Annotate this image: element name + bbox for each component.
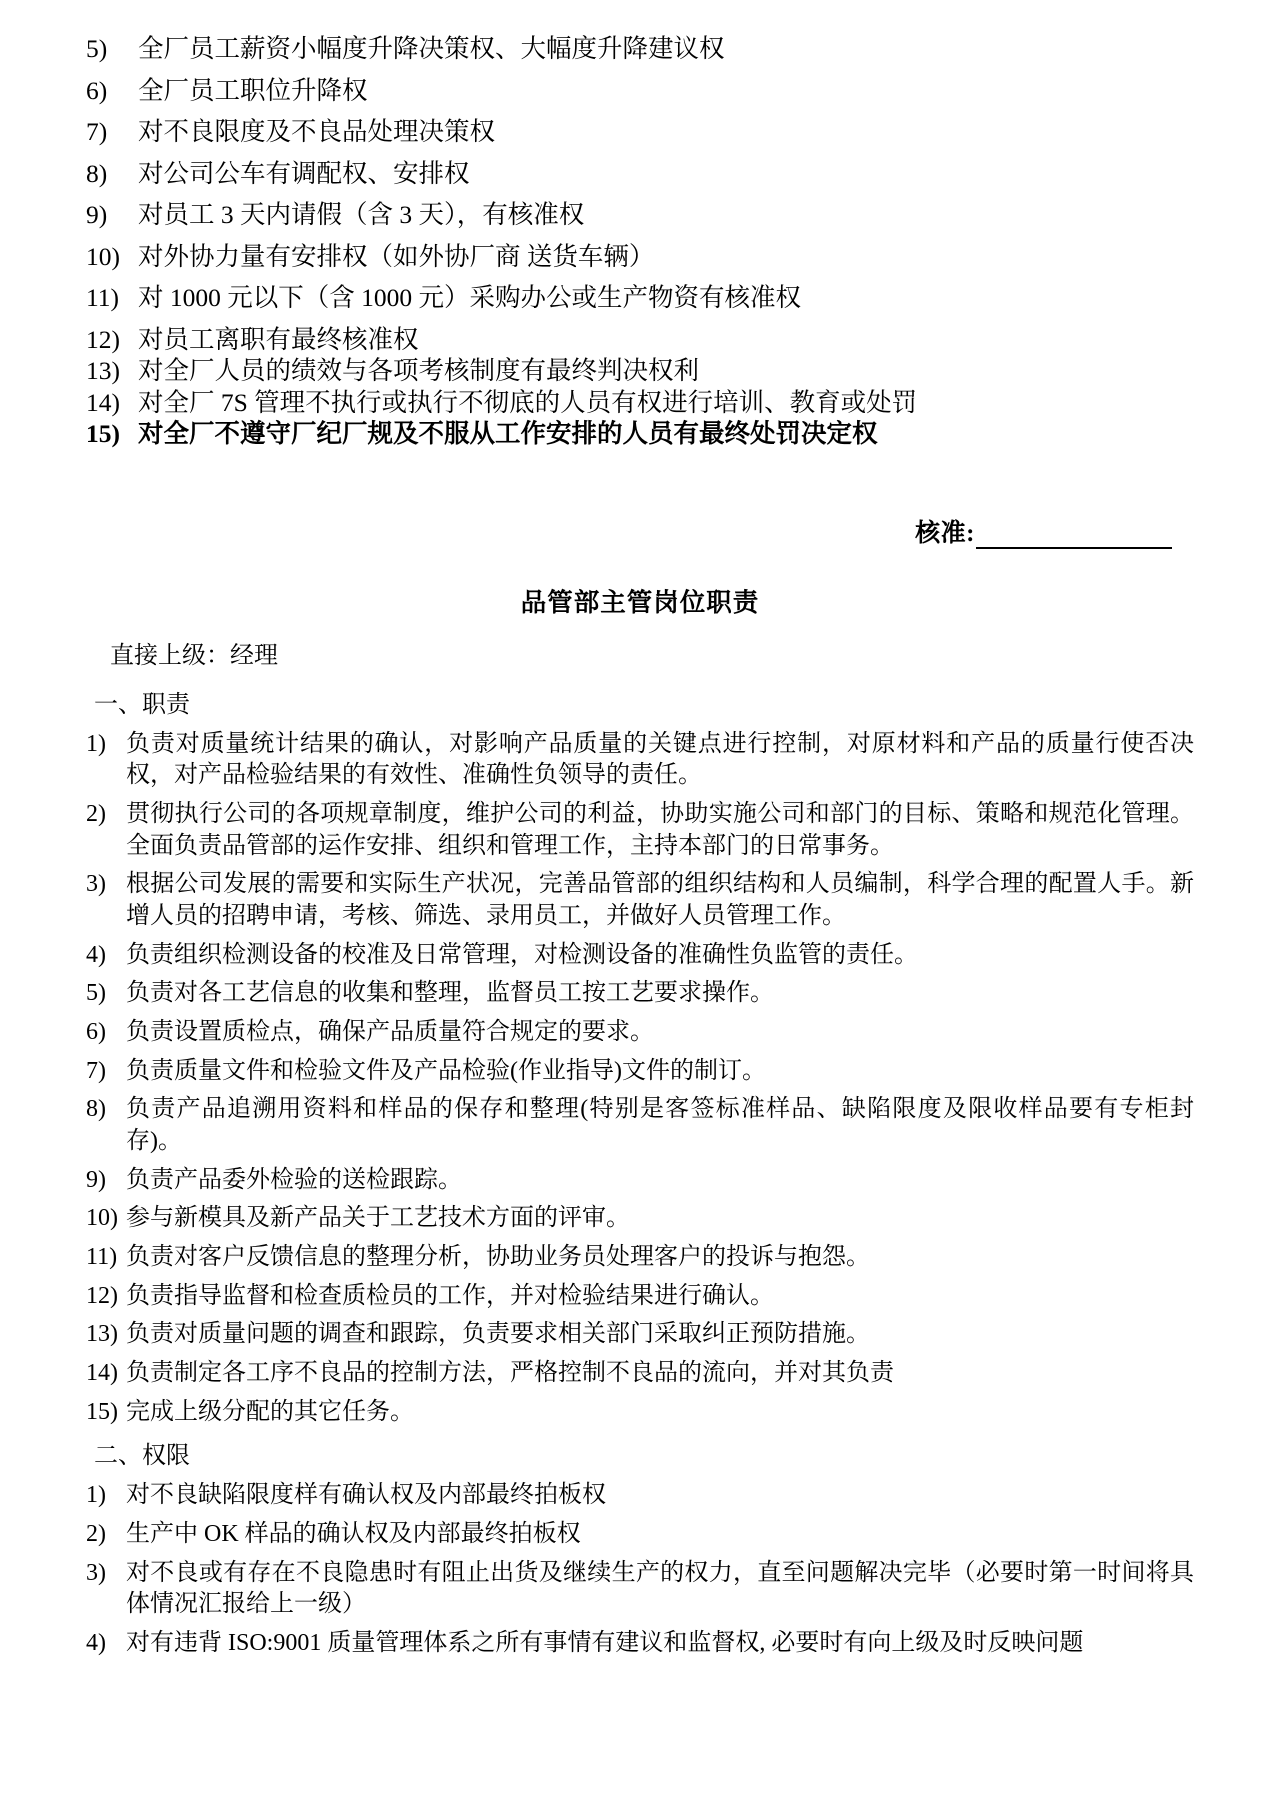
list-item: [86, 36, 1194, 62]
list-item-number: 13): [86, 1321, 118, 1348]
list-item-text: 负责对质量问题的调查和跟踪，负责要求相关部门采取纠正预防措施。: [126, 1321, 870, 1348]
list-item-number: 15): [86, 1398, 118, 1425]
list-item: [86, 1358, 1194, 1390]
list-item-text: 对外协力量有安排权（如外协厂商 送货车辆）: [138, 241, 655, 271]
list-item-number: 1): [86, 1482, 106, 1509]
list-item-number: 10): [86, 241, 120, 271]
list-item-text: 对员工 3 天内请假（含 3 天），有核准权: [138, 200, 585, 229]
list-item: [86, 387, 1194, 417]
list-item: [86, 1242, 1194, 1274]
list-item-number: 12): [86, 1282, 118, 1309]
list-item-number: 3): [86, 871, 106, 898]
list-item-text: 对不良限度及不良品处理决策权: [138, 117, 496, 146]
list-item: [86, 940, 1194, 972]
list-item-number: 8): [86, 1096, 106, 1123]
list-item: [86, 1165, 1194, 1197]
list-item-number: 5): [86, 980, 106, 1007]
list-item: [86, 978, 1194, 1010]
list-item: [86, 75, 1194, 105]
list-item: [86, 1094, 1194, 1157]
authority-heading: 二、权限: [94, 1443, 190, 1470]
duties-heading: 一、职责: [94, 691, 190, 718]
list-item-number: 4): [86, 1629, 106, 1656]
list-item: [86, 1203, 1194, 1235]
list-item: [86, 1319, 1194, 1351]
list-item-text: 生产中 OK 样品的确认权及内部最终拍板权: [126, 1520, 581, 1547]
list-item-number: 9): [86, 200, 108, 229]
list-item: [86, 421, 1194, 447]
list-item-text: 负责设置质检点，确保产品质量符合规定的要求。: [126, 1018, 654, 1045]
list-item-number: 2): [86, 800, 106, 827]
list-item-text: 对全厂不遵守厂纪厂规及不服从工作安排的人员有最终处罚决定权: [138, 419, 878, 448]
page-title: 品管部主管岗位职责: [520, 587, 760, 617]
list-item: [86, 324, 1194, 354]
list-item-number: 12): [86, 324, 120, 354]
authority-top-list: [86, 36, 1194, 447]
list-item-text: 负责质量文件和检验文件及产品检验(作业指导)文件的制订。: [126, 1057, 766, 1084]
list-item-number: 5): [86, 34, 108, 63]
list-item-text: 对 1000 元以下（含 1000 元）采购办公或生产物资有核准权: [138, 283, 802, 312]
list-item: [86, 729, 1194, 792]
approval-signature-row: [86, 513, 1194, 549]
duties-list: [86, 729, 1194, 1429]
list-item-text: 负责指导监督和检查质检员的工作，并对检验结果进行确认。: [126, 1282, 774, 1309]
list-item: [86, 1397, 1194, 1429]
reports-to-line: 直接上级：经理: [110, 642, 278, 669]
authority-list: [86, 1480, 1194, 1659]
list-item-text: 对员工离职有最终核准权: [138, 324, 419, 354]
list-item-number: 11): [86, 283, 120, 312]
job-description-section: [86, 583, 1194, 1660]
list-item: [86, 1480, 1194, 1512]
list-item: [86, 358, 1194, 384]
list-item-text: 参与新模具及新产品关于工艺技术方面的评审。: [126, 1205, 630, 1232]
list-item: [86, 799, 1194, 862]
list-item: [86, 285, 1194, 311]
list-item-text: 对公司公车有调配权、安排权: [138, 158, 470, 188]
list-item-number: 14): [86, 1359, 118, 1386]
list-item-text: 对全厂 7S 管理不执行或执行不彻底的人员有权进行培训、教育或处罚: [138, 387, 918, 417]
list-item-text: 负责产品追溯用资料和样品的保存和整理(特别是客签标准样品、缺陷限度及限收样品要有专柜封存)。: [126, 1096, 1194, 1154]
list-item-text: 负责对质量统计结果的确认，对影响产品质量的关键点进行控制，对原材料和产品的质量行使否决权，对产品检验结果的有效性、准确性负领导的责任。: [126, 730, 1194, 789]
list-item-number: 4): [86, 941, 106, 968]
list-item-text: 贯彻执行公司的各项规章制度，维护公司的利益，协助实施公司和部门的目标、策略和规范化管理。 全面负责品管部的运作安排、组织和管理工作，主持本部门的日常事务。: [126, 800, 1194, 859]
list-item-text: 负责对客户反馈信息的整理分析，协助业务员处理客户的投诉与抱怨。: [126, 1243, 870, 1270]
list-item-number: 6): [86, 1018, 106, 1045]
list-item: [86, 1519, 1194, 1551]
list-item: [86, 869, 1194, 932]
list-item-number: 7): [86, 1057, 106, 1084]
list-item-number: 9): [86, 1166, 106, 1193]
list-item-text: 根据公司发展的需要和实际生产状况，完善品管部的组织结构和人员编制，科学合理的配置人手。新增人员的招聘申请，考核、筛选、录用员工，并做好人员管理工作。: [126, 871, 1194, 929]
list-item: [86, 119, 1194, 145]
list-item-text: 负责对各工艺信息的收集和整理，监督员工按工艺要求操作。: [126, 980, 774, 1007]
list-item: [86, 1558, 1194, 1621]
list-item-number: 2): [86, 1520, 106, 1547]
list-item: [86, 1017, 1194, 1049]
list-item-text: 对有违背 ISO:9001 质量管理体系之所有事情有建议和监督权, 必要时有向上级及时反映问题: [126, 1629, 1084, 1656]
approval-signature-line: [976, 525, 1172, 549]
list-item-text: 对不良或有存在不良隐患时有阻止出货及继续生产的权力，直至问题解决完毕（必要时第一时间将具体情况汇报给上一级）: [126, 1559, 1194, 1618]
list-item-number: 7): [86, 117, 108, 146]
list-item-number: 14): [86, 387, 120, 417]
list-item-text: 对全厂人员的绩效与各项考核制度有最终判决权利: [138, 356, 700, 385]
authority-continuation-section: [86, 36, 1194, 447]
list-item: [86, 241, 1194, 271]
list-item-text: 负责制定各工序不良品的控制方法，严格控制不良品的流向，并对其负责: [126, 1359, 894, 1386]
list-item-text: 全厂员工薪资小幅度升降决策权、大幅度升降建议权: [138, 34, 725, 63]
list-item-number: 1): [86, 730, 106, 757]
list-item-number: 6): [86, 75, 108, 105]
list-item: [86, 1281, 1194, 1313]
list-item: [86, 202, 1194, 228]
list-item: [86, 158, 1194, 188]
list-item-number: 3): [86, 1559, 106, 1586]
approval-label: 核准:: [915, 519, 975, 547]
list-item-number: 8): [86, 158, 108, 188]
list-item-number: 13): [86, 356, 120, 385]
list-item-text: 完成上级分配的其它任务。: [126, 1398, 414, 1425]
list-item-text: 全厂员工职位升降权: [138, 75, 368, 105]
list-item-number: 11): [86, 1243, 118, 1270]
list-item-text: 负责产品委外检验的送检跟踪。: [126, 1166, 462, 1193]
list-item: [86, 1628, 1194, 1660]
list-item-text: 负责组织检测设备的校准及日常管理，对检测设备的准确性负监管的责任。: [126, 941, 918, 968]
list-item-number: 10): [86, 1205, 118, 1232]
list-item-number: 15): [86, 419, 120, 448]
list-item-text: 对不良缺陷限度样有确认权及内部最终拍板权: [126, 1482, 606, 1509]
list-item: [86, 1056, 1194, 1088]
